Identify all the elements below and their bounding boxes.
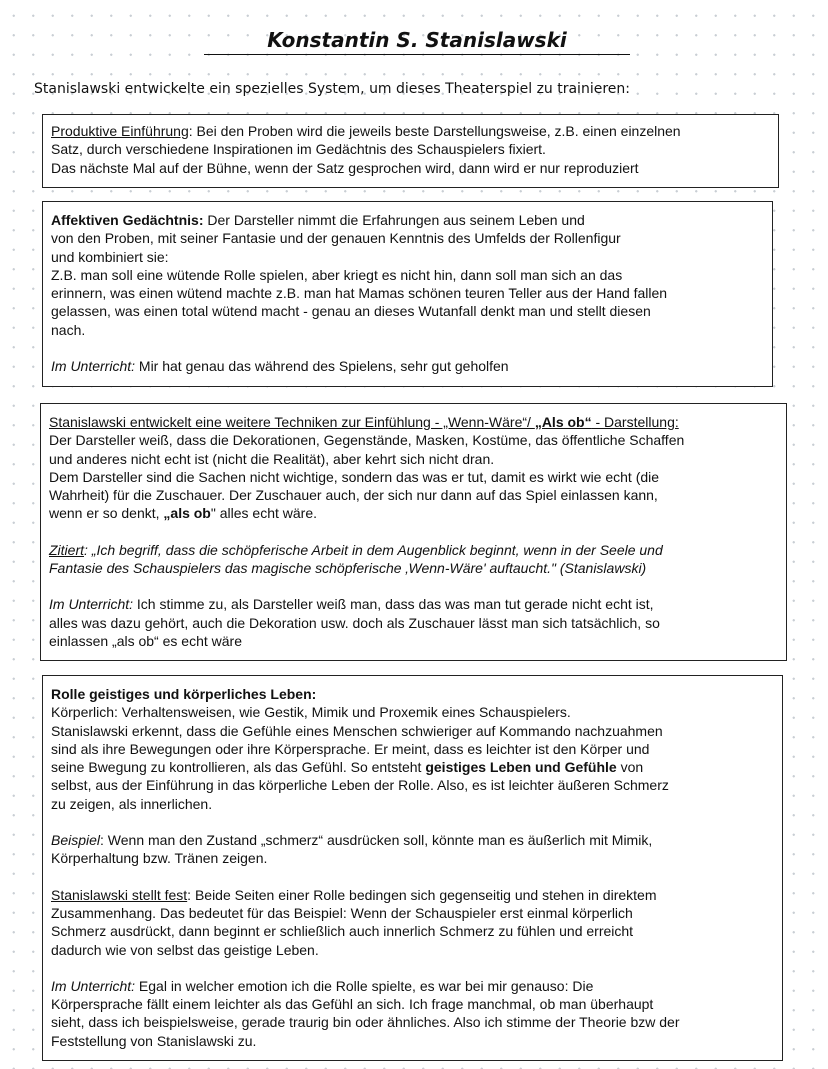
box4-finding-line-2: Zusammenhang. Das bedeutet für das Beispiel: Wenn der Schauspieler erst einmal körperlich: [51, 904, 633, 921]
box4-finding-line-1: Stanislawski stellt fest: Beide Seiten einer Rolle bedingen sich gegenseitig und stehen in direktem: [51, 886, 657, 903]
box3-line-2: Der Darsteller weiß, dass die Dekorationen, Gegenstände, Masken, Kostüme, das öffentliche Schaffen: [49, 432, 685, 449]
box4-finding-line-4: dadurch wie von selbst das geistige Leben.: [51, 941, 319, 958]
box3-line-6: wenn er so denkt, „als ob" alles echt wäre.: [49, 505, 318, 522]
box3-line-1: Stanislawski entwickelt eine weitere Techniken zur Einfühlung - „Wenn-Wäre“/ „Als ob“ - Darstellung:: [49, 414, 679, 430]
box4-finding-line-3: Schmerz ausdrückt, dann beginnt er schließlich auch innerlich Schmerz zu fühlen und erreicht: [51, 923, 634, 940]
box4-finding-label: Stanislawski stellt fest: [51, 886, 188, 903]
box4-example-label: Beispiel: [51, 832, 101, 849]
box3-quote-line-1: Zitiert: „Ich begriff, dass die schöpferische Arbeit in dem Augenblick beginnt, wenn in der Seele und: [49, 541, 663, 558]
box4-example-line-1: Beispiel: Wenn man den Zustand „schmerz“ ausdrücken soll, könnte man es äußerlich mit Mimik,: [51, 832, 653, 849]
box2-line-2: von den Proben, mit seiner Fantasie und der genauen Kenntnis des Umfelds der Rollenfigur: [51, 230, 621, 247]
box4-class-line-2: Körpersprache fällt einem leichter als das Gefühl an sich. Ich frage manchmal, ob man überhaupt: [51, 996, 654, 1013]
box3-quote-line-2: Fantasie des Schauspielers das magische schöpferische ‚Wenn-Wäre' auftaucht." (Stanislawski): [49, 560, 647, 577]
box1-heading: Produktive Einführung: [51, 123, 189, 139]
box3-class-line-1: Im Unterricht: Ich stimme zu, als Darsteller weiß man, dass das was man tut gerade nicht echt ist,: [49, 596, 654, 613]
box1-line-1: Produktive Einführung: Bei den Proben wird die jeweils beste Darstellungsweise, z.B. einen einzelnen: [51, 123, 681, 139]
box3-class-line-3: einlassen „als ob“ es echt wäre: [49, 632, 242, 649]
box2-class-note: Im Unterricht: Mir hat genau das während des Spielens, sehr gut geholfen: [51, 358, 509, 375]
box3-line-5: Wahrheit) für die Zuschauer. Der Zuschauer auch, der sich nur dann auf das Spiel einlassen kann,: [49, 487, 658, 504]
box4-class-line-3: sieht, dass ich beispielsweise, gerade traurig bin oder ähnliches. Also ich stimme der Theorie bzw der: [51, 1014, 680, 1031]
box4-line-3: Stanislawski erkennt, dass die Gefühle eines Menschen schwieriger auf Kommando nachzuahmen: [51, 722, 663, 739]
box4-class-line-1: Im Unterricht: Egal in welcher emotion ich die Rolle spielte, es war bei mir genauso: Die: [51, 977, 594, 994]
box2-line-5: erinnern, was einen wütend machte z.B. man hat Mamas schönen teuren Teller aus der Hand fallen: [51, 285, 668, 302]
box2-line-3: und kombiniert sie:: [51, 248, 169, 265]
box4-class-line-4: Feststellung von Stanislawski zu.: [51, 1032, 257, 1049]
box4-line-6: selbst, aus der Einführung in das körperliche Leben der Rolle. Also, es ist leichter äußeren Schmerz: [51, 777, 669, 794]
box4-line-4: sind als ihre Bewegungen oder ihre Körpersprache. Er meint, dass es leichter ist den Körper und: [51, 740, 650, 757]
box2-class-label: Im Unterricht:: [51, 358, 136, 375]
box-als-ob-darstellung: [40, 403, 787, 661]
box-produktive-einfuehrung: [42, 114, 779, 188]
box3-quote-label: Zitiert: [49, 541, 84, 558]
box-geistiges-koerperliches-leben: [42, 675, 783, 1061]
box3-class-label: Im Unterricht:: [49, 596, 134, 613]
page-title: Konstantin S. Stanislawski: [204, 26, 630, 55]
box4-line-7: zu zeigen, als innerlichen.: [51, 795, 213, 812]
box4-heading: Rolle geistiges und körperliches Leben:: [51, 686, 317, 702]
box3-class-line-2: alles was dazu gehört, auch die Dekoration usw. doch als Zuschauer lässt man sich tatsächlich, so: [49, 614, 660, 631]
box3-line-3: und anderes nicht echt ist (nicht die Realität), aber kehrt sich nicht dran.: [49, 450, 495, 467]
box4-example-line-2: Körperhaltung bzw. Tränen zeigen.: [51, 850, 268, 867]
box1-line-2: Satz, durch verschiedene Inspirationen im Gedächtnis des Schauspielers fixiert.: [51, 141, 546, 158]
box4-class-label: Im Unterricht:: [51, 977, 136, 994]
box2-line-1: Affektiven Gedächtnis: Der Darsteller nimmt die Erfahrungen aus seinem Leben und: [51, 212, 585, 228]
box2-heading: Affektiven Gedächtnis:: [51, 212, 204, 228]
box2-line-4: Z.B. man soll eine wütende Rolle spielen, aber kriegt es nicht hin, dann soll man sich an das: [51, 266, 623, 283]
box2-line-6: gelassen, was einen total wütend macht - genau an dieses Wutanfall denkt man und stellt diesen: [51, 303, 651, 320]
box4-line-2: Körperlich: Verhaltensweisen, wie Gestik, Mimik und Proxemik eines Schauspielers.: [51, 704, 571, 721]
intro-text: Stanislawski entwickelte ein spezielles System, um dieses Theaterspiel zu trainieren:: [34, 81, 630, 97]
box-affektives-gedaechtnis: [42, 201, 773, 387]
box4-line-5: seine Bwegung zu kontrollieren, als das Gefühl. So entsteht geistiges Leben und Gefühle von: [51, 759, 644, 776]
box3-line-4: Dem Darsteller sind die Sachen nicht wichtige, sondern das was er tut, damit es wirkt wie echt (die: [49, 468, 660, 485]
box2-line-7: nach.: [51, 321, 86, 338]
box1-line-3: Das nächste Mal auf der Bühne, wenn der Satz gesprochen wird, dann wird er nur reproduziert: [51, 159, 639, 176]
